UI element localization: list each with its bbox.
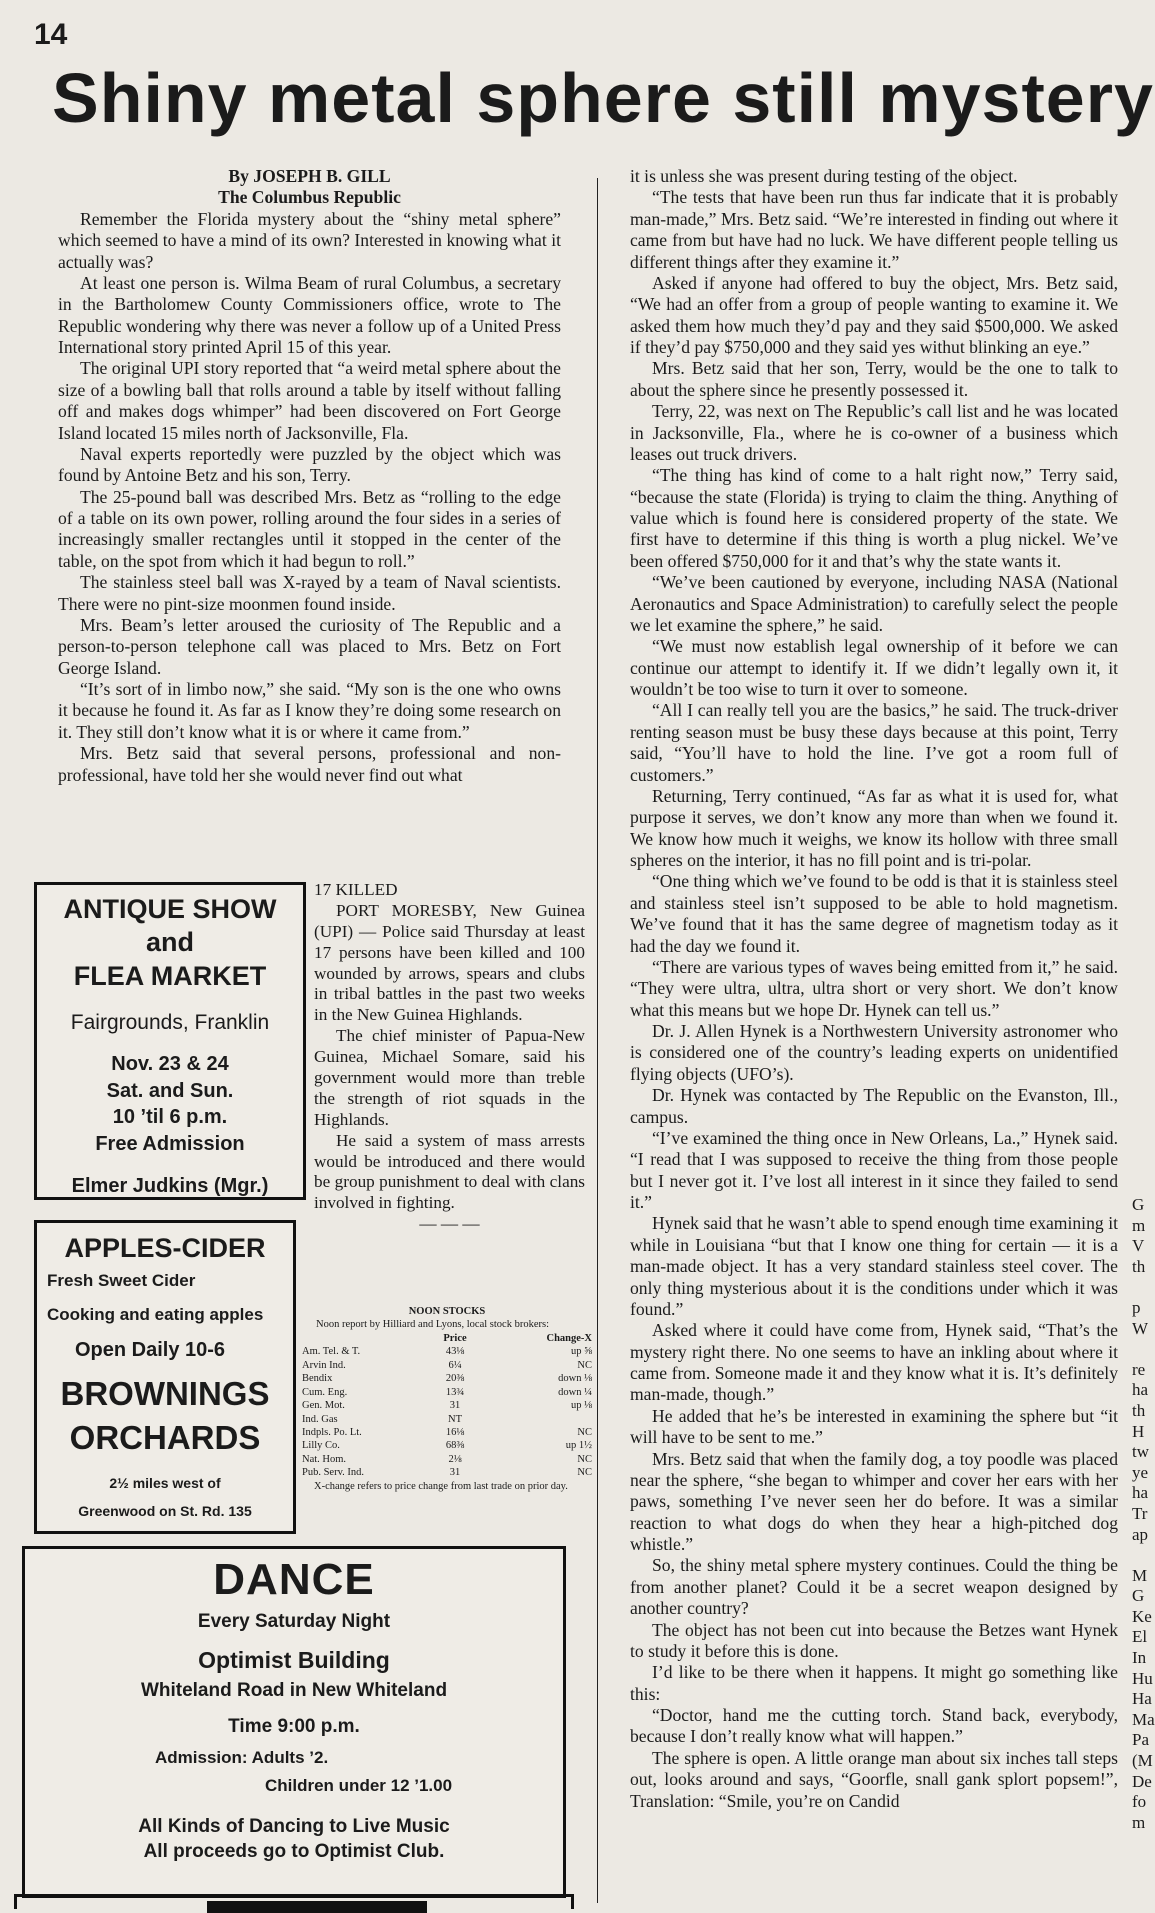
- edge-fragment: m: [1132, 1215, 1146, 1235]
- stock-price: 31: [449, 1467, 461, 1479]
- story-column-right: [630, 166, 1118, 1904]
- stock-price: 6¼: [448, 1359, 462, 1371]
- edge-fragment: tw: [1132, 1442, 1149, 1462]
- ad-time: Time 9:00 p.m.: [228, 1716, 360, 1737]
- ad-line: Cooking and eating apples: [47, 1305, 264, 1324]
- edge-fragment: [1132, 1277, 1150, 1298]
- column-header: Change-X: [546, 1332, 592, 1344]
- stock-price: NT: [448, 1413, 462, 1425]
- page-number: 14: [34, 18, 68, 51]
- paragraph: The stainless steel ball was X-rayed by a team of Naval scientists. There were no pint-size moonmen found inside.: [58, 572, 561, 614]
- ad-hours: 10 ’til 6 p.m.: [112, 1106, 228, 1129]
- stocks-footnote: X-change refers to price change from last trade on prior day.: [314, 1480, 568, 1492]
- edge-fragment: V: [1132, 1236, 1145, 1256]
- stock-change: down ⅛: [558, 1373, 592, 1385]
- stocks-heading: NOON STOCKS: [408, 1306, 486, 1317]
- paragraph: Mrs. Betz said that several persons, professional and non-professional, have told her she would never find out what: [58, 743, 561, 785]
- table-row: [302, 1386, 592, 1399]
- paragraph: Remember the Florida mystery about the “shiny metal sphere” which seemed to have a mind of its own? Interested in knowing what it actually was?: [58, 208, 561, 272]
- paragraph: “The thing has kind of come to a halt right now,” Terry said, “because the state (Florida) is trying to claim the thing. Anything of value which is found here is considered property of the state. We first have to determine if this thing is worth a plug nickel. We’ve been offered $750,000 for it and that’s why the state wants it.: [630, 465, 1118, 571]
- edge-fragment: th: [1132, 1400, 1146, 1420]
- ad-children: Children under 12 ’1.00: [265, 1776, 453, 1795]
- table-row: [302, 1399, 592, 1412]
- stock-change: NC: [577, 1426, 592, 1438]
- edge-fragment: [1132, 1545, 1150, 1566]
- stock-change: down ¼: [558, 1386, 592, 1398]
- edge-fragment: W: [1132, 1318, 1149, 1338]
- stock-price: 20⅜: [445, 1373, 465, 1385]
- stock-change: [490, 1413, 592, 1426]
- paragraph: Asked where it could have come from, Hynek said, “That’s the mystery right there. No one seems to have an inkling about where it came from. Someone made it and they know what it is. It’s definitely man-made, though.”: [630, 1320, 1118, 1405]
- stocks-table: [302, 1332, 592, 1480]
- ad-when: Every Saturday Night: [197, 1611, 391, 1632]
- stock-change: NC: [577, 1467, 592, 1479]
- ad-brand-line: BROWNINGS: [60, 1375, 270, 1412]
- stocks-subheading: Noon report by Hilliard and Lyons, local stock brokers:: [316, 1319, 549, 1331]
- column-rule: [597, 178, 598, 1903]
- paragraph: “We must now establish legal ownership of it before we can continue our attempt to identify it. If we didn’t legally own it, it wouldn’t be too wise to turn it over to someone.: [630, 636, 1118, 699]
- edge-fragment: G: [1132, 1586, 1145, 1606]
- paragraph: Asked if anyone had offered to buy the object, Mrs. Betz said, “We had an offer from a group of people wanting to examine it. We asked them how much they’d pay and they said $500,000. We asked if they’d pay $750,000 and they said yes withut blinking an eye.”: [630, 272, 1118, 357]
- stock-change: NC: [577, 1359, 592, 1371]
- ad-line: Fresh Sweet Cider: [47, 1271, 196, 1290]
- partial-ad-bottom: [14, 1894, 574, 1909]
- table-row: [302, 1359, 592, 1372]
- stock-name: Gen. Mot.: [302, 1400, 345, 1412]
- stock-name: Indpls. Po. Lt.: [302, 1426, 362, 1438]
- table-row: [302, 1372, 592, 1385]
- paragraph: He said a system of mass arrests would be introduced and there would be group punishment to deal with clans involved in fighting.: [314, 1130, 585, 1213]
- edge-fragment: th: [1132, 1256, 1146, 1276]
- stock-price: 31: [449, 1400, 461, 1412]
- stock-name: Cum. Eng.: [302, 1386, 348, 1398]
- paragraph: Terry, 22, was next on The Republic’s call list and he was located in Jacksonville, Fla., where he is co-owner of a business which leases out truck drivers.: [630, 401, 1118, 464]
- apples-cider-ad: [34, 1220, 296, 1534]
- stock-name: Pub. Serv. Ind.: [302, 1467, 365, 1479]
- paragraph: The chief minister of Papua-New Guinea, Michael Somare, said his government would more than treble the strength of riot squads in the Highlands.: [314, 1026, 585, 1129]
- ad-admission: Admission: Adults ’2.: [155, 1748, 329, 1767]
- edge-fragment: De: [1132, 1771, 1152, 1791]
- paragraph: “I’ve examined the thing once in New Orleans, La.,” Hynek said. “I read that I was supposed to receive the thing from those people but I never got it. I’ve lost all interest in it since they failed to send it.”: [630, 1127, 1118, 1212]
- brief-17-killed: [314, 880, 585, 1295]
- edge-fragment: H: [1132, 1421, 1145, 1441]
- paragraph: Mrs. Betz said that when the family dog, a toy poodle was placed near the sphere, “she began to whimper and cover her ears with her paws, something I’ve never seen her do before. It was a similar reaction to what dogs do when they hear a high-pitched dog whistle.”: [630, 1448, 1118, 1554]
- ad-dates: Nov. 23 & 24: [111, 1053, 229, 1076]
- paragraph: The original UPI story reported that “a weird metal sphere about the size of a bowling ball that rolls around a table by itself without falling off and makes dogs whimper” had been discovered on Fort George Island located 15 miles north of Jacksonville, Fla.: [58, 358, 561, 443]
- stock-name: Ind. Gas: [302, 1413, 338, 1425]
- table-row: [302, 1466, 592, 1479]
- ad-title-line: FLEA MARKET: [73, 960, 267, 991]
- edge-fragment: [1132, 1339, 1150, 1360]
- table-row: [302, 1439, 592, 1452]
- stock-change: up ⅝: [571, 1346, 592, 1358]
- ad-manager: Elmer Judkins (Mgr.): [71, 1174, 269, 1197]
- edge-fragment: Ke: [1132, 1606, 1152, 1626]
- stock-name: Nat. Hom.: [302, 1453, 347, 1465]
- stock-price: 16⅛: [445, 1426, 465, 1438]
- column-header: Price: [443, 1332, 467, 1344]
- ad-location: Fairgrounds, Franklin: [70, 1011, 270, 1035]
- edge-fragment: fo: [1132, 1792, 1147, 1812]
- ad-admission: Free Admission: [95, 1132, 245, 1155]
- ad-location-line: Greenwood on St. Rd. 135: [78, 1503, 252, 1520]
- paragraph: “Doctor, hand me the cutting torch. Stand back, everybody, because I don’t really know what will happen.”: [630, 1705, 1118, 1747]
- stock-change: up ⅛: [571, 1400, 592, 1412]
- ad-footer-line: All proceeds go to Optimist Club.: [143, 1841, 445, 1863]
- edge-fragment: Ma: [1132, 1709, 1155, 1729]
- edge-fragment: ha: [1132, 1380, 1149, 1400]
- edge-fragment: ye: [1132, 1462, 1149, 1482]
- stock-name: Am. Tel. & T.: [302, 1346, 361, 1358]
- byline-paper: The Columbus Republic: [218, 187, 401, 208]
- stock-change: up 1½: [565, 1440, 592, 1452]
- paragraph: I’d like to be there when it happens. It might go something like this:: [630, 1662, 1118, 1704]
- edge-fragment: Pa: [1132, 1730, 1149, 1750]
- headline: Shiny metal sphere still mystery: [52, 59, 1154, 137]
- paragraph: He added that he’s be interested in examining the sphere but “it will have to be sent to me.”: [630, 1405, 1118, 1448]
- ad-footer: [25, 1814, 563, 1864]
- table-header-row: [302, 1332, 592, 1345]
- edge-fragment: El: [1132, 1627, 1148, 1647]
- paragraph: Dr. Hynek was contacted by The Republic on the Evanston, Ill., campus.: [630, 1085, 1118, 1127]
- edge-fragment: (M: [1132, 1751, 1153, 1771]
- paragraph: The object has not been cut into because the Betzes want Hynek to study it before this is done.: [630, 1619, 1118, 1661]
- paragraph: “It’s sort of in limbo now,” she said. “My son is the one who owns it because he found it. As far as I know they’re doing some research on it. They still don’t know what it is or where it came from.”: [58, 679, 561, 742]
- divider: — — —: [419, 1214, 480, 1234]
- ad-road: Whiteland Road in New Whiteland: [140, 1680, 448, 1701]
- paragraph: Mrs. Beam’s letter aroused the curiosity of The Republic and a person-to-person telephone call was placed to Mrs. Betz on Fort George Island.: [58, 614, 561, 678]
- table-row: [302, 1413, 592, 1426]
- stock-price: 68⅜: [445, 1440, 465, 1452]
- edge-fragment: Tr: [1132, 1503, 1148, 1523]
- paragraph: At least one person is. Wilma Beam of rural Columbus, a secretary in the Bartholomew County Commissioners office, wrote to The Republic wondering why there was never a follow up of a United Press International story printed April 15 of this year.: [58, 272, 561, 357]
- paragraph: “The tests that have been run thus far indicate that it is probably man-made,” Mrs. Betz said. “We’re interested in finding out where it came from but have had no luck. We have different people telling us different things after they examine it.”: [630, 187, 1118, 272]
- paragraph: “There are various types of waves being emitted from it,” he said. “They were ultra, ultra, ultra short or very short. We don’t know what this means but we hope Dr. Hynek can tell us.”: [630, 956, 1118, 1020]
- stock-price: 2⅛: [448, 1453, 462, 1465]
- ad-place: Optimist Building: [198, 1647, 390, 1673]
- brief-heading: 17 KILLED: [314, 880, 398, 899]
- paragraph: it is unless she was present during testing of the object.: [630, 166, 1018, 186]
- ad-location-line: 2½ miles west of: [109, 1475, 221, 1492]
- edge-fragment: G: [1132, 1195, 1145, 1214]
- edge-fragment: Hu: [1132, 1668, 1153, 1688]
- ad-title-line: ANTIQUE SHOW: [63, 894, 277, 924]
- table-row: [302, 1453, 592, 1466]
- ad-brand: [47, 1372, 283, 1459]
- paragraph: “One thing which we’ve found to be odd is that it is stainless steel and stainless steel isn’t supposed to be able to hold magnetism. We’ve found that it has the same degree of magnetism today as it had the day we found it.: [630, 871, 1118, 956]
- edge-fragment: In: [1132, 1648, 1147, 1668]
- paragraph: Naval experts reportedly were puzzled by the object which was found by Antoine Betz and his son, Terry.: [58, 443, 561, 486]
- edge-fragment: Ha: [1132, 1689, 1152, 1709]
- paragraph: Hynek said that he wasn’t able to spend enough time examining it while in Louisiana “but that I know one thing for certain — it is a man-made object. It has a very standard stainless steel cover. The only thing mysterious about it is the conditions under which it was found.”: [630, 1213, 1118, 1319]
- paragraph: PORT MORESBY, New Guinea (UPI) — Police said Thursday at least 17 persons have been killed and 100 wounded by arrows, spears and clubs in tribal battles in the past two weeks in the New Guinea Highlands.: [314, 900, 585, 1025]
- stock-price: 43⅛: [445, 1346, 465, 1358]
- stock-name: Arvin Ind.: [302, 1359, 346, 1371]
- edge-fragment: p: [1132, 1297, 1141, 1317]
- edge-fragment-block: [1132, 1195, 1155, 1833]
- stock-change: NC: [577, 1453, 592, 1465]
- noon-stocks: [302, 1305, 592, 1535]
- ad-footer-line: All Kinds of Dancing to Live Music: [138, 1816, 450, 1837]
- paragraph: Returning, Terry continued, “As far as what it is used for, what purpose it serves, we don’t know any more than when we found it. We know how much it weighs, we know its hollow with three small spheres on the interior, it has no fill point and is tri-polar.: [630, 785, 1118, 870]
- table-row: [302, 1345, 592, 1358]
- ad-brand-line: ORCHARDS: [69, 1418, 261, 1456]
- dance-ad: [22, 1546, 566, 1898]
- paragraph: “All I can really tell you are the basics,” he said. The truck-driver renting season must be busy these days because at this point, Terry said, “You’ll have to hold the line. I’ve got a room full of customers.”: [630, 700, 1118, 785]
- ad-title-line: and: [145, 927, 194, 958]
- antique-show-ad: [34, 882, 306, 1200]
- ad-title: APPLES-CIDER: [64, 1233, 266, 1263]
- paragraph: The 25-pound ball was described Mrs. Betz as “rolling to the edge of a table on its own power, rolling around the four sides in a series of increasingly smaller rectangles until it stopped in the center of the table, on the spot from which it had begun to roll.”: [58, 486, 561, 571]
- byline-author: By JOSEPH B. GILL: [228, 166, 391, 186]
- ad-hours: Open Daily 10-6: [75, 1339, 226, 1361]
- paragraph: Mrs. Betz said that her son, Terry, would be the one to talk to about the sphere since he presently possessed it.: [630, 358, 1118, 400]
- table-row: [302, 1426, 592, 1439]
- ad-days: Sat. and Sun.: [106, 1079, 234, 1102]
- stock-name: Lilly Co.: [302, 1440, 340, 1452]
- edge-fragment: ha: [1132, 1483, 1149, 1503]
- stock-name: Bendix: [302, 1373, 333, 1385]
- edge-fragment: M: [1132, 1565, 1148, 1585]
- paragraph: The sphere is open. A little orange man about six inches tall steps out, looks around and says, “Goorfle, snall gank splort popsem!”, Translation: “Smile, you’re on Candid: [630, 1747, 1118, 1811]
- paragraph: “We’ve been cautioned by everyone, including NASA (National Aeronautics and Space Administration) to carefully select the people we let examine the sphere,” he said.: [630, 572, 1118, 635]
- paragraph: Dr. J. Allen Hynek is a Northwestern University astronomer who is considered one of the country’s leading experts on unidentified flying objects (UFO’s).: [630, 1021, 1118, 1084]
- story-column-left: [58, 166, 561, 866]
- stock-price: 13¾: [445, 1386, 465, 1398]
- edge-fragment: m: [1132, 1812, 1146, 1832]
- paragraph: So, the shiny metal sphere mystery continues. Could the thing be from another planet? Could it be a secret weapon designed by another country?: [630, 1555, 1118, 1619]
- edge-fragment: re: [1132, 1359, 1146, 1379]
- edge-fragment: ap: [1132, 1524, 1149, 1544]
- ad-title: DANCE: [213, 1555, 375, 1604]
- ad-location: [47, 1473, 283, 1522]
